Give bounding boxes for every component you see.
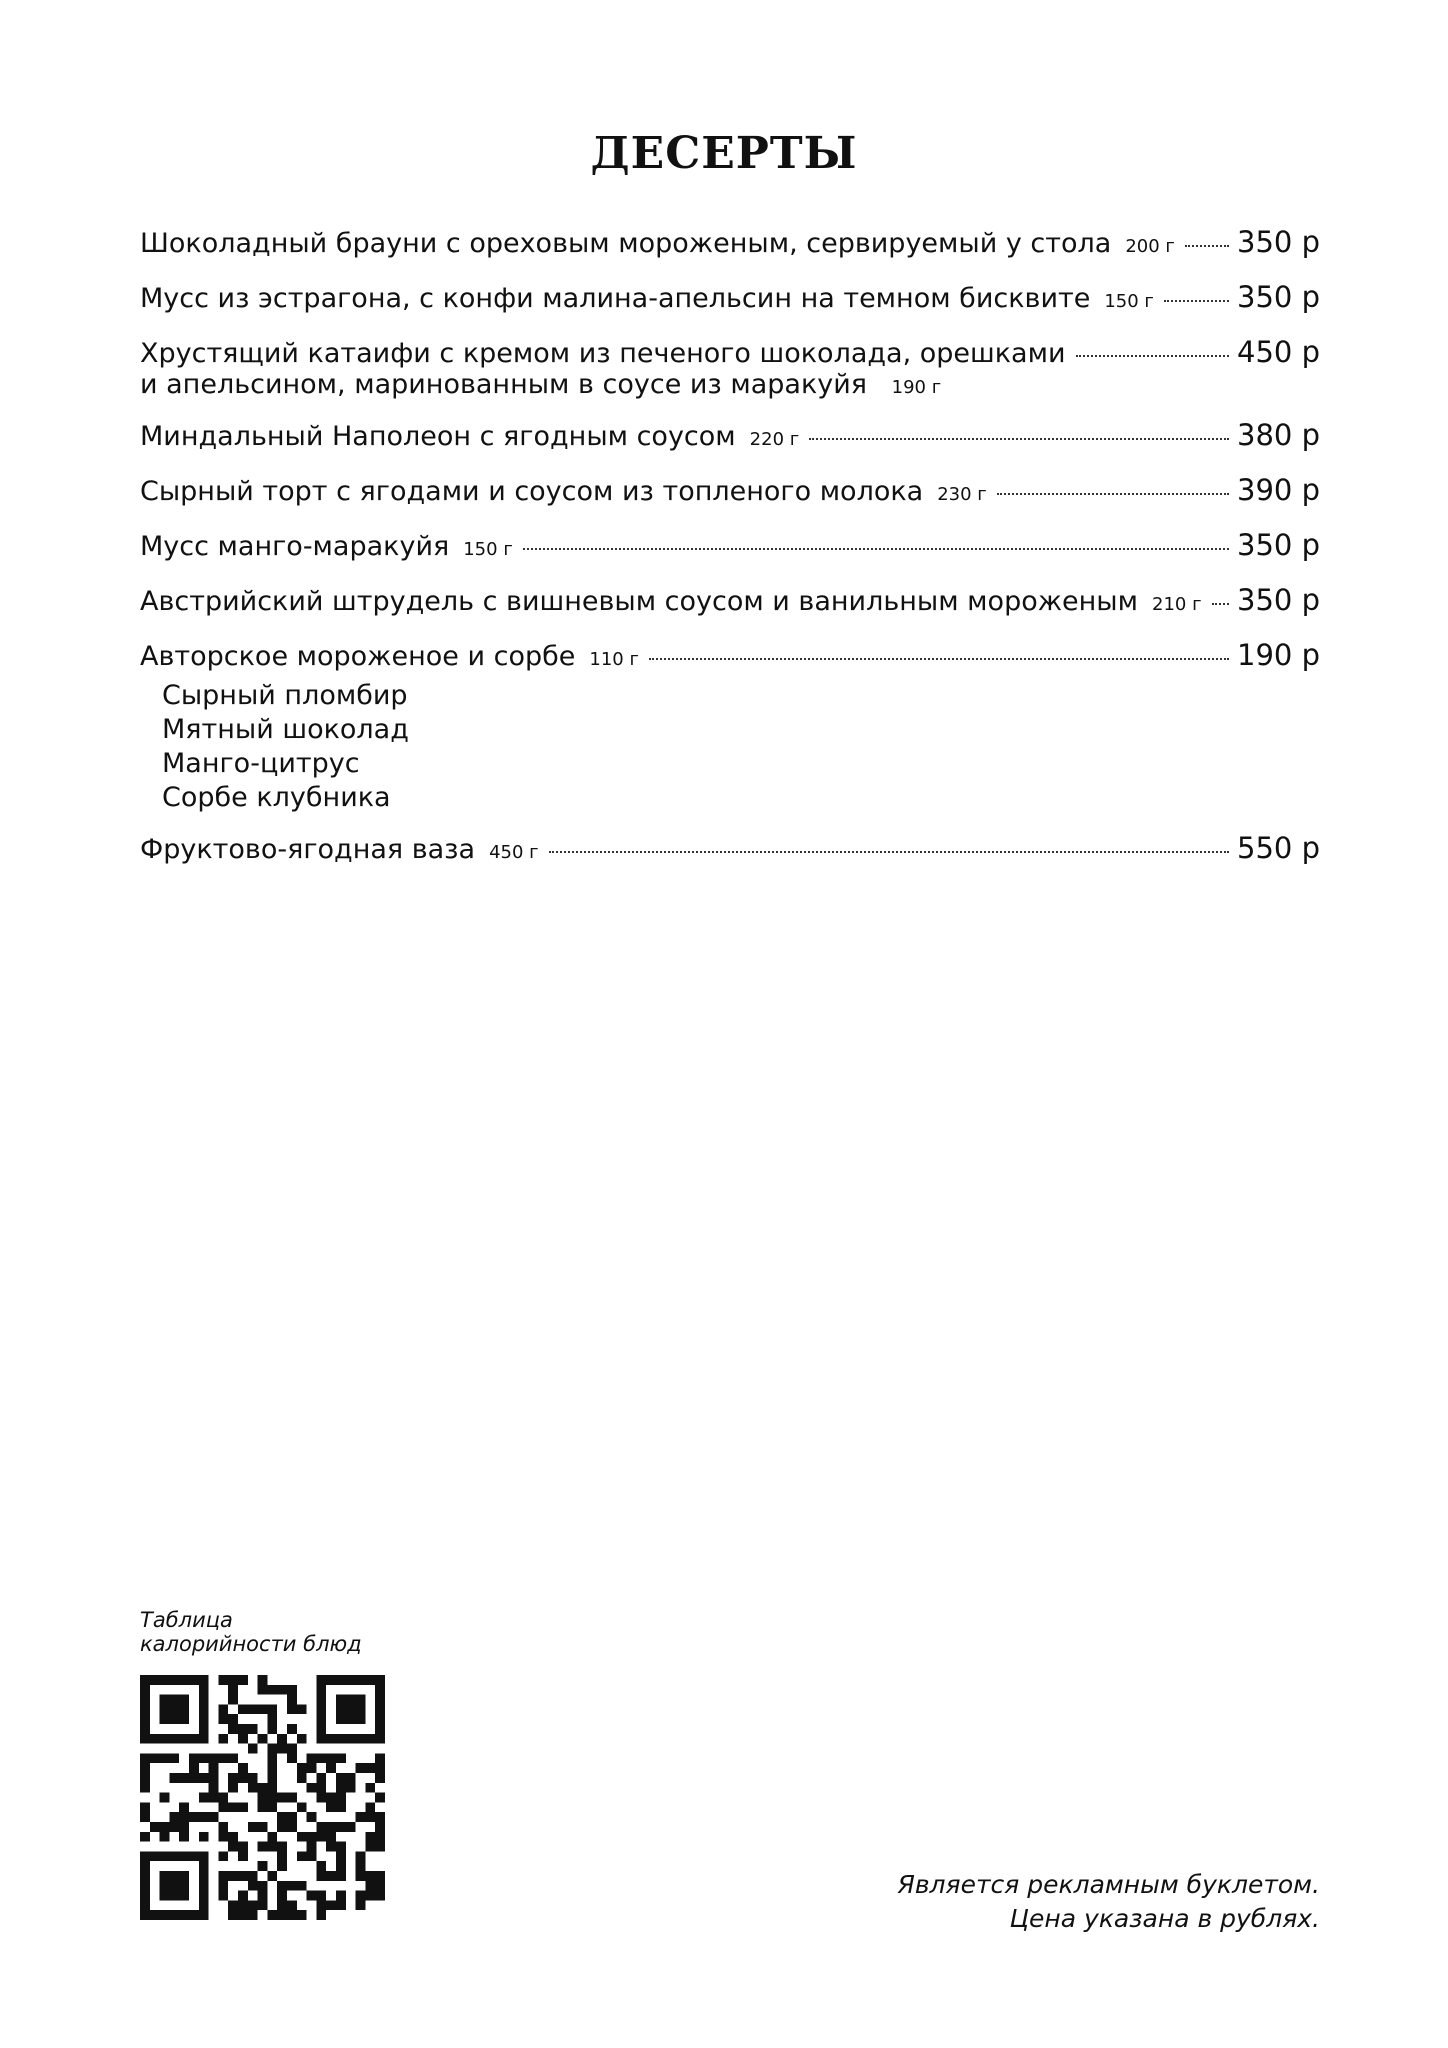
item-price: 450 р: [1237, 335, 1320, 369]
item-price: 380 р: [1237, 418, 1320, 452]
menu-item-tarragon-mousse: [140, 280, 1320, 319]
item-price: 350 р: [1237, 225, 1320, 259]
list-item: Мятный шоколад: [162, 714, 409, 745]
page-title: ДЕСЕРТЫ: [590, 128, 858, 179]
item-weight: 110 г: [589, 649, 639, 670]
item-name: Миндальный Наполеон с ягодным соусом: [140, 421, 736, 452]
menu-item-kataifi: [140, 335, 1320, 402]
item-weight: 150 г: [1104, 291, 1154, 312]
menu-item-fruit-vase: [140, 831, 1320, 870]
item-price: 350 р: [1237, 280, 1320, 314]
item-price: 350 р: [1237, 528, 1320, 562]
item-name: Хрустящий катаифи с кремом из печеного шоколада, орешками: [140, 338, 1066, 369]
item-weight: 200 г: [1125, 236, 1175, 257]
item-name: Авторское мороженое и сорбе: [140, 641, 576, 672]
dot-leader: [1212, 603, 1229, 605]
item-price: 350 р: [1237, 583, 1320, 617]
item-name: Мусс из эстрагона, с конфи малина-апельсин на темном бисквите: [140, 283, 1091, 314]
ice-cream-flavors-list: [162, 679, 1320, 815]
dot-leader: [1076, 355, 1230, 357]
item-name: Фруктово-ягодная ваза: [140, 834, 476, 865]
item-name: Австрийский штрудель с вишневым соусом и ванильным мороженым: [140, 586, 1138, 617]
item-weight: 210 г: [1152, 594, 1202, 615]
item-name: Сырный торт с ягодами и соусом из топленого молока: [140, 476, 924, 507]
qr-code-icon[interactable]: [140, 1675, 385, 1920]
item-name-continued: и апельсином, маринованным в соусе из маракуйя: [140, 369, 868, 400]
item-price: 550 р: [1237, 831, 1320, 865]
dot-leader: [997, 493, 1229, 495]
dot-leader: [649, 658, 1229, 660]
item-weight: 150 г: [463, 539, 513, 560]
list-item: Сырный пломбир: [162, 680, 408, 711]
item-weight: 450 г: [489, 842, 539, 863]
disclaimer-note: [897, 1868, 1320, 1936]
item-price: 390 р: [1237, 473, 1320, 507]
item-weight: 190 г: [891, 377, 942, 398]
disclaimer-line: Цена указана в рублях.: [1009, 1904, 1320, 1933]
disclaimer-line: Является рекламным буклетом.: [897, 1870, 1320, 1899]
item-name: Мусс манго-маракуйя: [140, 531, 450, 562]
list-item: Сорбе клубника: [162, 782, 391, 813]
caption-line: калорийности блюд: [140, 1632, 362, 1656]
dessert-menu-list: [140, 225, 1320, 886]
menu-item-brownie: [140, 225, 1320, 264]
dot-leader: [1185, 245, 1229, 247]
dot-leader: [1164, 300, 1229, 302]
item-weight: 220 г: [749, 429, 800, 450]
dot-leader: [523, 548, 1229, 550]
menu-item-mango-mousse: [140, 528, 1320, 567]
menu-item-napoleon: [140, 418, 1320, 457]
menu-item-ice-cream: [140, 638, 1320, 815]
menu-item-cheesecake: [140, 473, 1320, 512]
dot-leader: [809, 438, 1229, 440]
dot-leader: [549, 851, 1229, 853]
item-weight: 230 г: [937, 484, 987, 505]
item-name: Шоколадный брауни с ореховым мороженым, сервируемый у стола: [140, 228, 1112, 259]
item-price: 190 р: [1237, 638, 1320, 672]
calorie-table-caption: [140, 1608, 362, 1656]
list-item: Манго-цитрус: [162, 748, 360, 779]
caption-line: Таблица: [140, 1608, 233, 1632]
menu-item-strudel: [140, 583, 1320, 622]
